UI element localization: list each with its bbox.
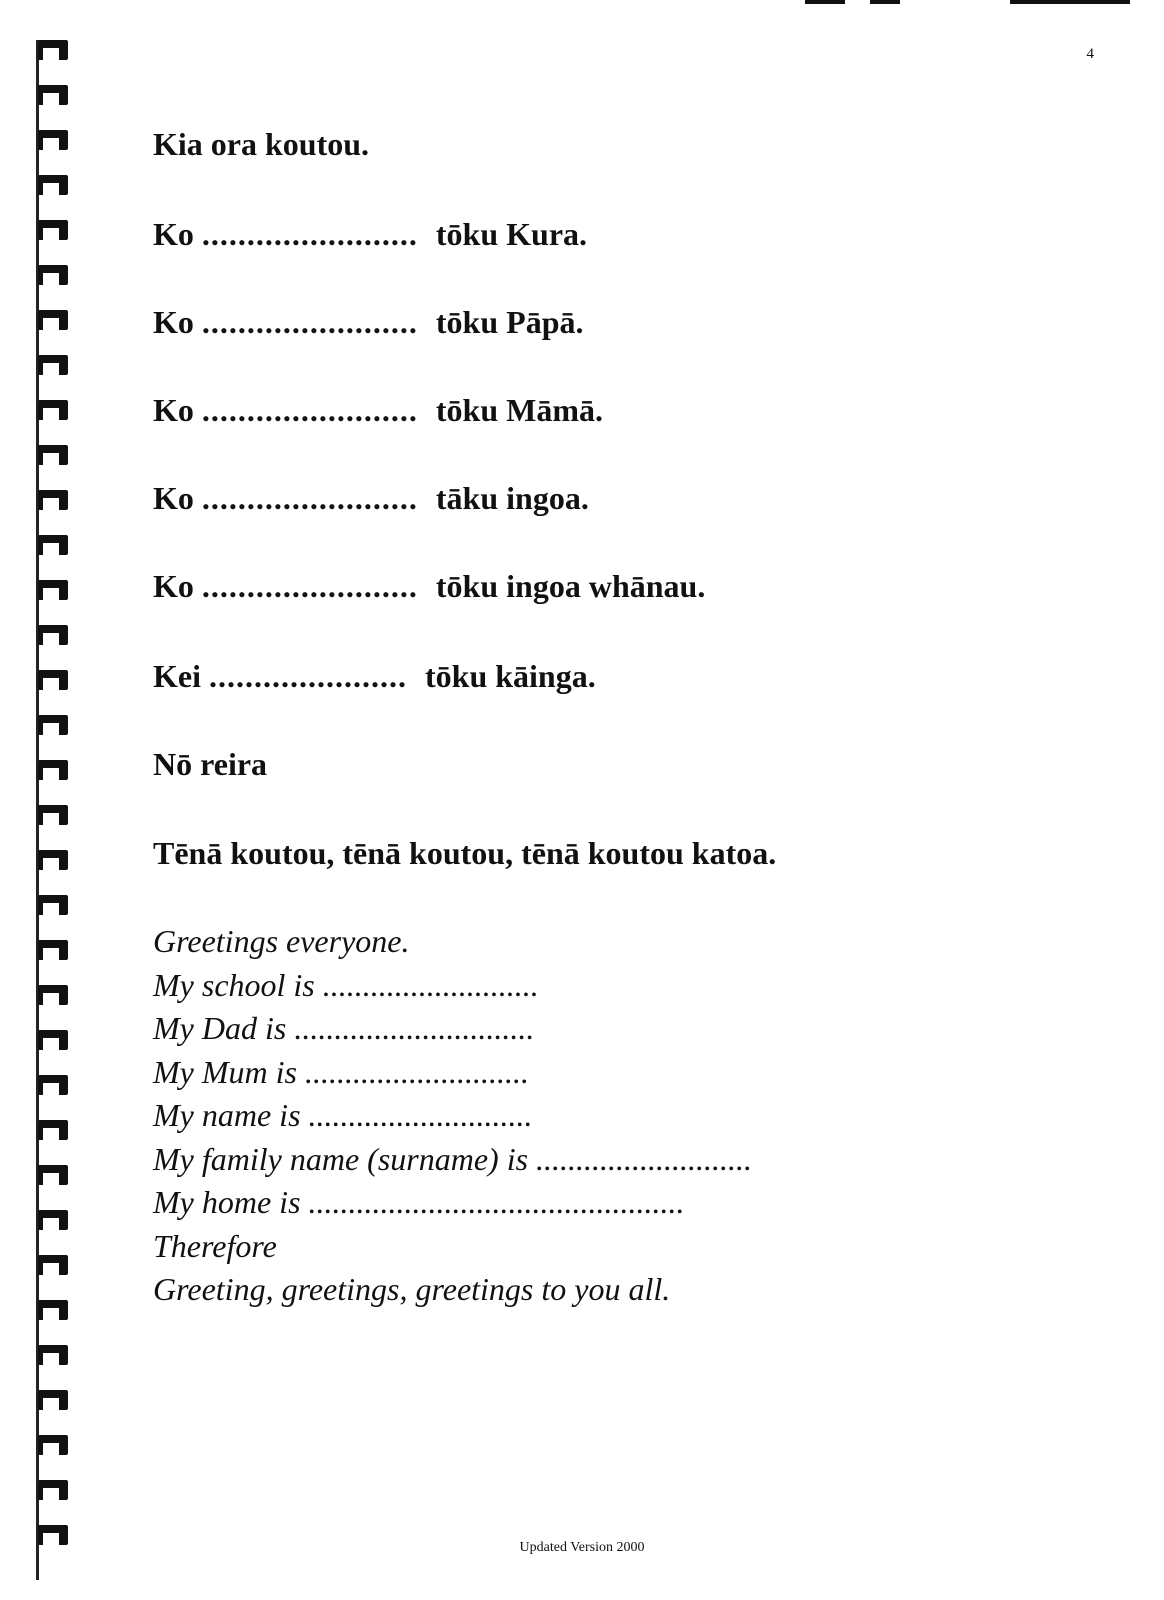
blank-dots: ........................	[201, 216, 418, 252]
binding-coil	[38, 445, 68, 465]
binding-coil	[38, 310, 68, 330]
binding-coil	[38, 1255, 68, 1275]
binding-coil	[38, 85, 68, 105]
binding-coil	[38, 1030, 68, 1050]
binding-coil	[38, 670, 68, 690]
translation-line: My school is ...........................	[153, 966, 539, 1003]
line-lead: Ko	[153, 216, 194, 252]
line-rest: tōku Kura.	[435, 216, 588, 252]
binding-coil	[38, 1345, 68, 1365]
english-translation	[153, 920, 752, 1312]
therefore-line: Nō reira	[153, 746, 268, 782]
binding-coil	[38, 535, 68, 555]
binding-coil	[38, 805, 68, 825]
line-lead: Ko	[153, 392, 194, 428]
translation-line: My Mum is ............................	[153, 1053, 529, 1090]
blank-dots: ........................	[201, 304, 418, 340]
family-name-line	[153, 570, 705, 602]
binding-coil	[38, 400, 68, 420]
binding-coil	[38, 850, 68, 870]
translation-line: My name is ............................	[153, 1097, 533, 1133]
binding-coil	[38, 355, 68, 375]
line-lead: Ko	[153, 568, 194, 604]
translation-line: My family name (surname) is ...........................	[153, 1140, 753, 1177]
binding-coil	[38, 625, 68, 645]
translation-line: Therefore	[153, 1227, 277, 1264]
farewell-line: Tēnā koutou, tēnā koutou, tēnā koutou katoa.	[153, 835, 777, 871]
binding-coil	[38, 940, 68, 960]
binding-coil	[38, 580, 68, 600]
binding-coil	[38, 1120, 68, 1140]
binding-coil	[38, 40, 68, 60]
binding-coil	[38, 760, 68, 780]
binding-coil	[38, 1435, 68, 1455]
line-lead: Kei	[153, 658, 201, 694]
binding-coil	[38, 715, 68, 735]
line-rest: tōku Pāpā.	[435, 304, 584, 340]
line-rest: tōku Māmā.	[435, 392, 603, 428]
blank-dots: ........................	[201, 480, 418, 516]
binding-coil	[38, 490, 68, 510]
school-line	[153, 218, 587, 250]
blank-dots: ........................	[201, 568, 418, 604]
binding-coil	[38, 895, 68, 915]
greeting-line: Kia ora koutou.	[153, 126, 370, 162]
scan-mark	[805, 0, 845, 4]
binding-coil	[38, 1480, 68, 1500]
line-rest: tōku ingoa whānau.	[435, 568, 706, 604]
line-lead: Ko	[153, 304, 194, 340]
line-rest: tāku ingoa.	[435, 480, 589, 516]
translation-line: Greeting, greetings, greetings to you all.	[153, 1271, 671, 1307]
binding-coil	[38, 985, 68, 1005]
blank-dots: ......................	[208, 658, 407, 694]
binding-coil	[38, 1390, 68, 1410]
binding-coil	[38, 175, 68, 195]
translation-line: Greetings everyone.	[153, 923, 410, 959]
translation-line: My home is ...............................................	[153, 1184, 685, 1220]
line-rest: tōku kāinga.	[424, 658, 596, 694]
scan-mark	[870, 0, 900, 4]
binding-coil	[38, 1165, 68, 1185]
binding-coil	[38, 1075, 68, 1095]
line-lead: Ko	[153, 480, 194, 516]
name-line	[153, 482, 589, 514]
page-footer: Updated Version 2000	[519, 1540, 645, 1555]
home-line	[153, 660, 596, 692]
page-number: 4	[1086, 46, 1094, 62]
binding-coil	[38, 1210, 68, 1230]
translation-line: My Dad is ..............................	[153, 1010, 535, 1046]
binding-coil	[38, 130, 68, 150]
binding-coil	[38, 220, 68, 240]
spiral-binding	[36, 40, 80, 1580]
mum-line	[153, 394, 603, 426]
blank-dots: ........................	[201, 392, 418, 428]
dad-line	[153, 306, 583, 338]
binding-coil	[38, 1300, 68, 1320]
scan-mark	[1010, 0, 1130, 4]
binding-coil	[38, 265, 68, 285]
